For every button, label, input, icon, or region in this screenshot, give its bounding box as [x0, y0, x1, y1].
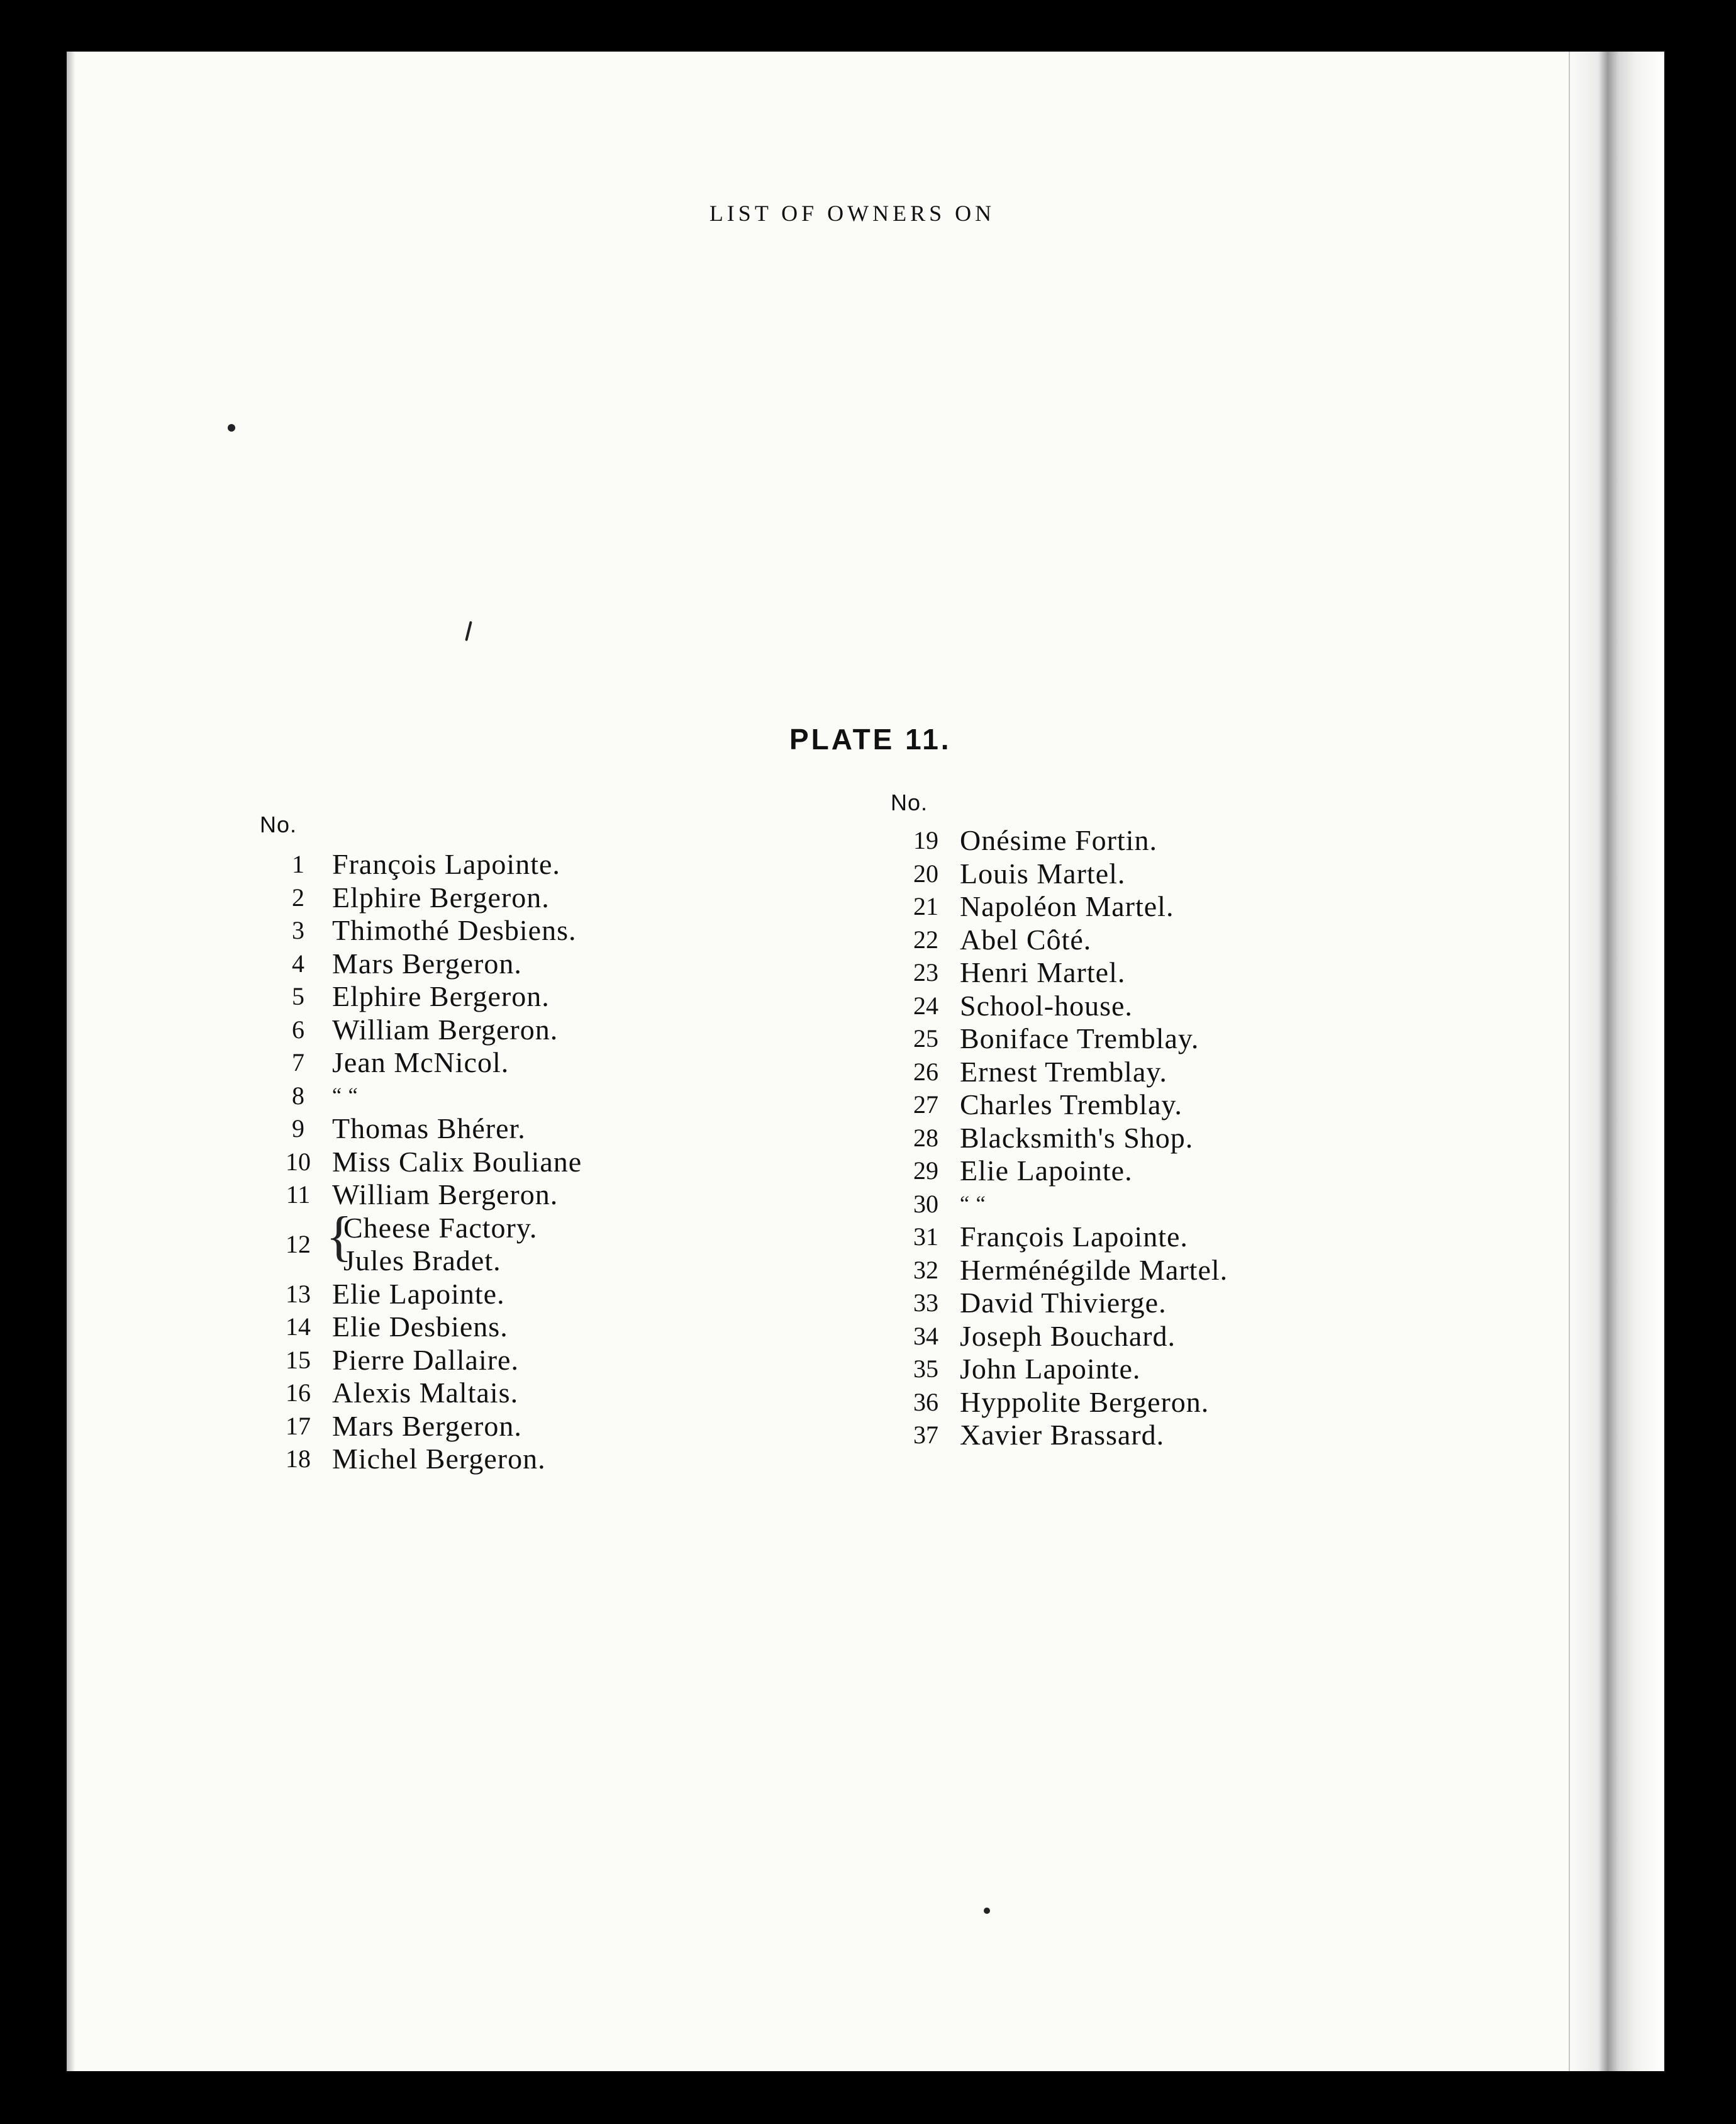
owner-name: Joseph Bouchard.: [960, 1319, 1176, 1352]
owner-name: Xavier Brassard.: [960, 1419, 1165, 1451]
owner-name: François Lapointe.: [332, 848, 560, 880]
owner-name: Mars Bergeron.: [332, 947, 522, 980]
owner-name: Boniface Tremblay.: [960, 1022, 1199, 1054]
lot-number: 18: [286, 1445, 311, 1473]
lot-number: 9: [292, 1114, 304, 1143]
owner-name: Louis Martel.: [960, 857, 1126, 890]
lot-number: 10: [286, 1147, 311, 1176]
owner-name: Ernest Tremblay.: [960, 1055, 1167, 1088]
lot-number: 6: [292, 1015, 304, 1044]
lot-number: 13: [286, 1279, 311, 1308]
lot-number: 22: [913, 925, 938, 954]
lot-number: 32: [913, 1255, 938, 1284]
page-right-edge: [1569, 52, 1664, 2071]
lot-number: 26: [913, 1057, 938, 1086]
owner-name: Elie Lapointe.: [332, 1277, 505, 1310]
owner-name: William Bergeron.: [332, 1013, 559, 1046]
owner-name: Thimothé Desbiens.: [332, 914, 577, 946]
lot-number: 23: [913, 958, 938, 987]
ditto-marks: “ “: [332, 1083, 359, 1107]
page-heading: LIST OF OWNERS ON: [709, 201, 996, 226]
owner-name: Thomas Bhérer.: [332, 1112, 526, 1144]
owner-name: Michel Bergeron.: [332, 1443, 546, 1475]
lot-number: 19: [913, 826, 938, 854]
lot-number: 16: [286, 1378, 311, 1407]
ink-speck: [228, 424, 235, 432]
lot-number: 29: [913, 1156, 938, 1185]
owner-name: Jules Bradet.: [343, 1244, 501, 1277]
owner-name: Jean McNicol.: [332, 1046, 509, 1078]
lot-number: 33: [913, 1288, 938, 1317]
owner-name: Blacksmith's Shop.: [960, 1121, 1194, 1154]
lot-number: 25: [913, 1024, 938, 1053]
left-number-header: No.: [260, 812, 298, 837]
lot-number: 35: [913, 1355, 938, 1383]
owner-name: Charles Tremblay.: [960, 1088, 1182, 1121]
lot-number: 27: [913, 1090, 938, 1119]
lot-number: 12: [286, 1230, 311, 1258]
lot-number: 1: [292, 850, 304, 878]
owner-name: Elphire Bergeron.: [332, 881, 550, 914]
lot-number: 20: [913, 859, 938, 888]
lot-number: 4: [292, 949, 304, 978]
plate-title: PLATE 11.: [789, 723, 952, 756]
brace-icon: {: [326, 1206, 353, 1267]
lot-number: 2: [292, 883, 304, 912]
owner-name: David Thivierge.: [960, 1287, 1167, 1319]
owner-name: Cheese Factory.: [343, 1211, 538, 1244]
lot-number: 37: [913, 1421, 938, 1449]
owner-name: Elie Desbiens.: [332, 1311, 508, 1343]
owner-name: Alexis Maltais.: [332, 1377, 519, 1409]
page-left-edge: [67, 52, 75, 2071]
lot-number: 17: [286, 1411, 311, 1440]
owner-name: Pierre Dallaire.: [332, 1343, 519, 1376]
lot-number: 34: [913, 1321, 938, 1350]
owner-name: Mars Bergeron.: [332, 1409, 522, 1442]
right-number-header: No.: [891, 790, 928, 815]
lot-number: 8: [292, 1081, 304, 1110]
lot-number: 5: [292, 982, 304, 1010]
owner-name: William Bergeron.: [332, 1178, 559, 1210]
owner-name: Henri Martel.: [960, 956, 1126, 988]
lot-number: 36: [913, 1387, 938, 1416]
ink-speck: [984, 1908, 990, 1914]
lot-number: 21: [913, 892, 938, 920]
lot-number: 30: [913, 1189, 938, 1218]
lot-number: 3: [292, 916, 304, 944]
lot-number: 11: [286, 1180, 311, 1209]
lot-number: 15: [286, 1345, 311, 1374]
lot-number: 28: [913, 1123, 938, 1152]
lot-number: 14: [286, 1312, 311, 1341]
owner-name: School-house.: [960, 989, 1133, 1022]
owner-name: Napoléon Martel.: [960, 890, 1174, 922]
owner-name: Hyppolite Bergeron.: [960, 1385, 1210, 1418]
owner-name: John Lapointe.: [960, 1353, 1141, 1385]
owner-name: Elie Lapointe.: [960, 1154, 1133, 1187]
owner-name: Elphire Bergeron.: [332, 980, 550, 1012]
owner-name: Herménégilde Martel.: [960, 1253, 1228, 1286]
lot-number: 7: [292, 1048, 304, 1076]
owner-name: Onésime Fortin.: [960, 824, 1157, 856]
owner-name: Miss Calix Bouliane: [332, 1145, 582, 1178]
lot-number: 31: [913, 1222, 938, 1251]
ink-speck: [465, 621, 472, 641]
ditto-marks: “ “: [960, 1192, 986, 1216]
owner-name: Abel Côté.: [960, 923, 1092, 956]
lot-number: 24: [913, 991, 938, 1020]
owner-name: François Lapointe.: [960, 1221, 1188, 1253]
